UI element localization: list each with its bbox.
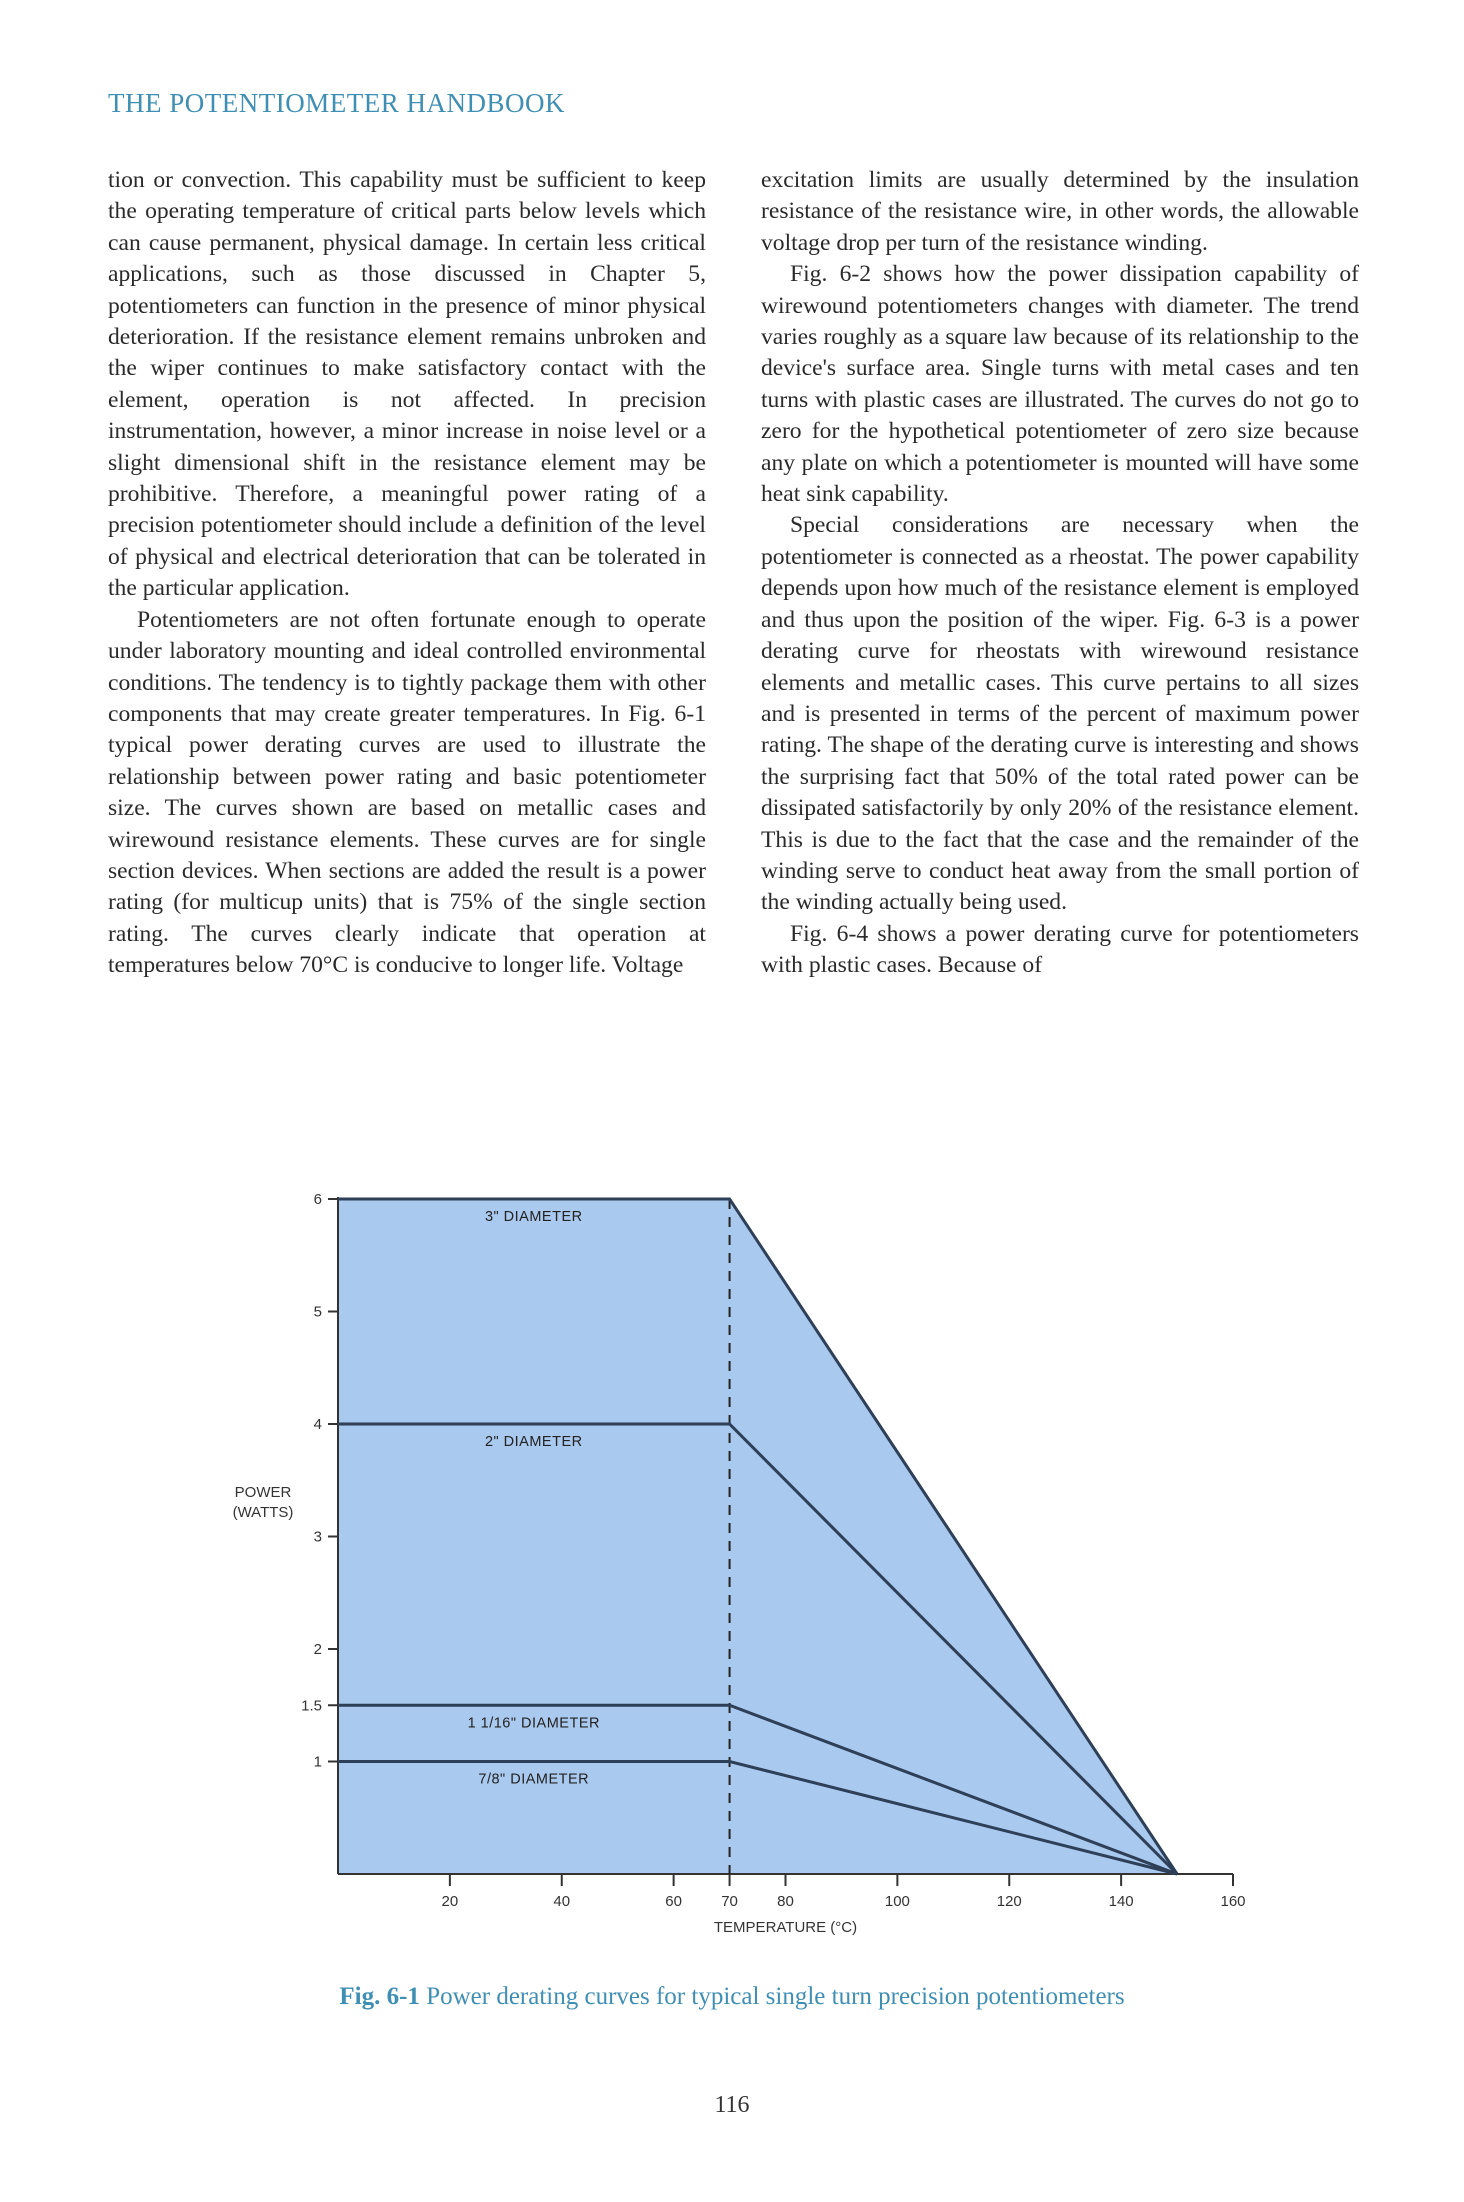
caption-text: Power derating curves for typical single turn precision potentiometers [426, 1983, 1125, 2010]
running-head: THE POTENTIOMETER HANDBOOK [108, 88, 565, 118]
y-tick-label: 2 [313, 1641, 322, 1658]
left-column [108, 165, 706, 982]
chart-fill-area [338, 1199, 1177, 1874]
x-tick-label: 70 [721, 1893, 738, 1910]
x-tick-label: 160 [1220, 1893, 1246, 1910]
y-tick-label: 1.5 [301, 1697, 322, 1715]
y-tick-label: 3 [313, 1528, 322, 1546]
y-tick-label: 4 [313, 1416, 322, 1433]
y-tick-label: 5 [313, 1303, 322, 1321]
paragraph: tion or convection. This capability must be sufficient to keep the operating temperature of critical parts below levels which can cause permanent, physical damage. In certain less critical applications, such as those discussed in Chapter 5, potentiometers can function in the presence of minor physical deterioration. If the resistance element remains unbroken and the wiper continues to make satisfactory contact with the element, operation is not affected. In precision instrumentation, however, a minor increase in noise level or a slight dimensional shift in the resistance element may be prohibitive. Therefore, a meaningful power rating of a precision potentiometer should include a definition of the level of physical and electrical deterioration that can be tolerated in the particular application. [108, 167, 706, 602]
x-tick-label: 40 [553, 1893, 571, 1910]
series-label-0: 3" DIAMETER [484, 1209, 583, 1225]
y-tick-label: 6 [313, 1191, 322, 1208]
figure-6-1 [0, 1185, 1464, 2005]
y-axis-label: (WATTS) [232, 1504, 294, 1521]
x-tick-label: 20 [441, 1893, 459, 1910]
power-derating-chart [0, 1185, 1464, 1985]
paragraph: Special considerations are necessary when the potentiometer is connected as a rheostat. The power capability depends upon how much of the resistance element is employed and thus upon the position of the wiper. Fig. 6-3 is a power derating curve for rheostats with wirewound resistance elements and metallic cases. This curve pertains to all sizes and is presented in terms of the percent of maximum power rating. The shape of the derating curve is interesting and shows the surprising fact that 50% of the total rated power can be dissipated satisfactorily by only 20% of the resistance element. This is due to the fact that the case and the remainder of the winding serve to conduct heat away from the small portion of the winding actually being used. [761, 512, 1359, 916]
series-label-1: 2" DIAMETER [484, 1434, 583, 1450]
paragraph: Potentiometers are not often fortunate enough to operate under laboratory mounting and ideal controlled environmental conditions. The tendency is to tightly package them with other components that may create greater temperatures. In Fig. 6-1 typical power derating curves are used to illustrate the relationship between power rating and basic potentiometer size. The curves shown are based on metallic cases and wirewound resistance elements. These curves are for single section devices. When sections are added the result is a power rating (for multicup units) that is 75% of the single section rating. The curves clearly indicate that operation at temperatures below 70°C is conducive to longer life. Voltage [108, 606, 706, 979]
x-axis-label: TEMPERATURE (°C) [713, 1919, 858, 1936]
x-tick-label: 80 [777, 1893, 794, 1910]
page-number: 116 [714, 2092, 750, 2118]
y-tick-label: 1 [313, 1753, 322, 1771]
paragraph: Fig. 6-2 shows how the power dissipation capability of wirewound potentiometers changes with diameter. The trend varies roughly as a square law because of its relationship to the device's surface area. Single turns with metal cases and ten turns with plastic cases are illustrated. The curves do not go to zero for the hypothetical potentiometer of zero size because any plate on which a potentiometer is mounted will have some heat sink capability. [761, 261, 1359, 508]
y-axis-label: POWER [234, 1484, 292, 1501]
right-column [761, 165, 1359, 982]
caption-label: Fig. 6-1 [339, 1983, 420, 2010]
x-tick-label: 120 [996, 1893, 1022, 1910]
paragraph: excitation limits are usually determined by the insulation resistance of the resistance wire, in other words, the allowable voltage drop per turn of the resistance winding. [761, 167, 1359, 256]
paragraph: Fig. 6-4 shows a power derating curve for potentiometers with plastic cases. Because of [761, 920, 1359, 979]
series-label-2: 1 1/16" DIAMETER [467, 1715, 600, 1732]
x-tick-label: 140 [1108, 1893, 1134, 1910]
x-tick-label: 100 [884, 1893, 910, 1910]
figure-caption [0, 1983, 1464, 2011]
x-tick-label: 60 [665, 1893, 682, 1910]
series-label-3: 7/8" DIAMETER [478, 1771, 590, 1788]
